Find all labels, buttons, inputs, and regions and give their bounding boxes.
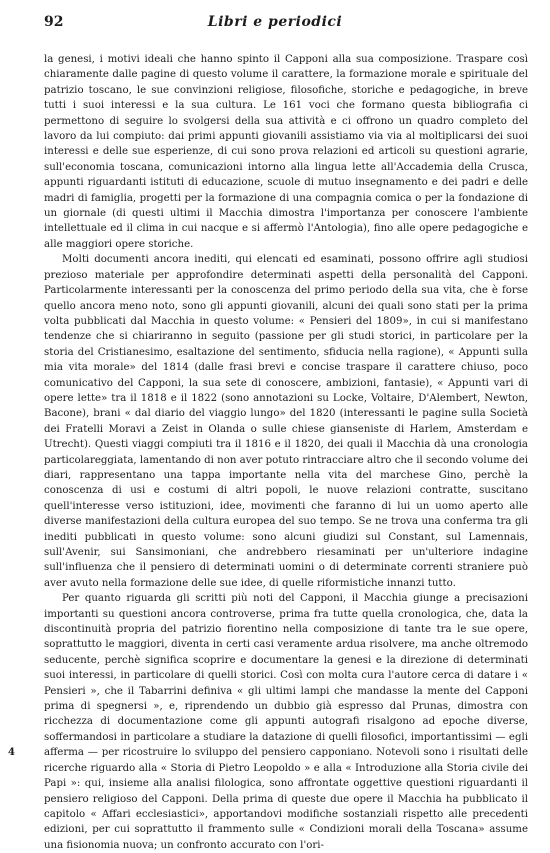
running-title: Libri e periodici xyxy=(207,14,343,30)
body-text xyxy=(44,52,528,853)
margin-mark: 4 xyxy=(8,747,15,758)
paragraph-1: la genesi, i motivi ideali che hanno spinto il Capponi alla sua composizione. Traspare così chiaramente dalle pagine di questo volume il carattere, la formazione morale e spirituale del patrizio toscano, le sue convinzioni religiose, filosofiche, storiche e pedagogiche, in breve tutti i suoi interessi e la sua cultura. Le 161 voci che formano questa bibliografia ci permettono di seguire lo svolgersi della sua attività e ci offrono un quadro completo del lavoro da lui compiuto: dai primi appunti giovanili assistiamo via via al moltiplicarsi dei suoi interessi e delle sue esperienze, di cui sono prova relazioni ed articoli su questioni agrarie, sull'economia toscana, comunicazioni intorno alla lingua lette all'Accademia della Crusca, appunti riguardanti istituti di educazione, scuole di mutuo insegnamento e dei padri e delle madri di famiglia, progetti per la formazione di una compagnia comica o per la fondazione di un giornale (di questi ultimi il Macchia dimostra l'importanza per conoscere l'ambiente intellettuale ed il clima in cui nacque e si affermò l'Antologia), fino alle opere pedagogiche e alle maggiori opere storiche. xyxy=(44,54,528,250)
paragraph-3: Per quanto riguarda gli scritti più noti del Capponi, il Macchia giunge a precisazioni importanti su questioni ancora controverse, prima fra tutte quella cronologica, che, data la discontinuità propria del patrizio fiorentino nella composizione di tante tra le sue opere, soprattutto le maggiori, diventa in certi casi veramente ardua risolvere, ma anche oltremodo seducente, perchè significa scoprire e documentare la genesi e la direzione di determinati suoi interessi, in particolare di quelli storici. Così con molta cura l'autore cerca di datare i « Pensieri », che il Tabarrini definiva « gli ultimi lampi che mandasse la mente del Capponi prima di spegnersi », e, riprendendo un dubbio già espresso dal Prunas, dimostra con ricchezza di documentazione come gli appunti autografi risalgono ad epoche diverse, soffermandosi in particolare a studiare la datazione di quelli filosofici, importantissimi — egli afferma — per ricostruire lo sviluppo del pensiero capponiano. Notevoli sono i risultati delle ricerche riguardo alla « Storia di Pietro Leopoldo » e alla « Introduzione alla Storia civile dei Papi »: qui, insieme alla analisi filologica, sono affrontate oggettive questioni riguardanti il pensiero religioso del Capponi. Della prima di queste due opere il Macchia ha pubblicato il capitolo « Affari ecclesiastici», apportandovi modifiche sostanziali rispetto alle precedenti edizioni, per cui soprattutto il frammento sulle « Condizioni morali della Toscana» assume una fisionomia nuova; un confronto accurato con l'ori- xyxy=(44,593,528,851)
paragraph-2: Molti documenti ancora inediti, qui elencati ed esaminati, possono offrire agli studiosi prezioso materiale per approfondire determinati aspetti della personalità del Capponi. Particolarmente interessanti per la conoscenza del primo periodo della sua vita, che è forse quello ancora meno noto, sono gli appunti giovanili, alcuni dei quali sono stati per la prima volta pubblicati dal Macchia in questo volume: « Pensieri del 1809», in cui si manifestano tendenze che si chiariranno in seguito (passione per gli studi storici, in particolare per la storia del Cristianesimo, esaltazione del sentimento, sfiducia nella ragione), « Appunti sulla mia vita morale» del 1814 (dalle frasi brevi e concise traspare il carattere chiuso, poco comunicativo del Capponi, la sua sete di conoscere, ambizioni, fantasie), « Appunti vari di opere lette» tra il 1818 e il 1822 (sono annotazioni su Locke, Voltaire, D'Alembert, Newton, Bacone), brani « dal diario del viaggio lungo» del 1820 (interessanti le pagine sulla Società dei Fratelli Moravi a Zeist in Olanda o sulle chiese gianseniste di Harlem, Amsterdam e Utrecht). Questi viaggi compiuti tra il 1816 e il 1820, dei quali il Macchia dà una cronologia particolareggiata, lamentando di non aver potuto rintracciare altro che il secondo volume dei diari, rappresentano una tappa importante nella vita del marchese Gino, perchè la conoscenza di usi e costumi di altri popoli, le nuove relazioni contratte, suscitano quell'interesse verso istituzioni, idee, movimenti che faranno di lui un uomo aperto alle diverse manifestazioni della cultura europea del suo tempo. Se ne trova una conferma tra gli inediti pubblicati in questo volume: sono alcuni giudizi sul Constant, sul Lamennais, sull'Avenir, sui Sansimoniani, che andrebbero riesaminati per un'ulteriore indagine sull'influenza che il pensiero di determinati uomini o di determinate correnti straniere può aver avuto nella formazione delle sue idee, di quelle riformistiche innanzi tutto. xyxy=(44,254,528,589)
page-number: 92 xyxy=(44,14,64,30)
